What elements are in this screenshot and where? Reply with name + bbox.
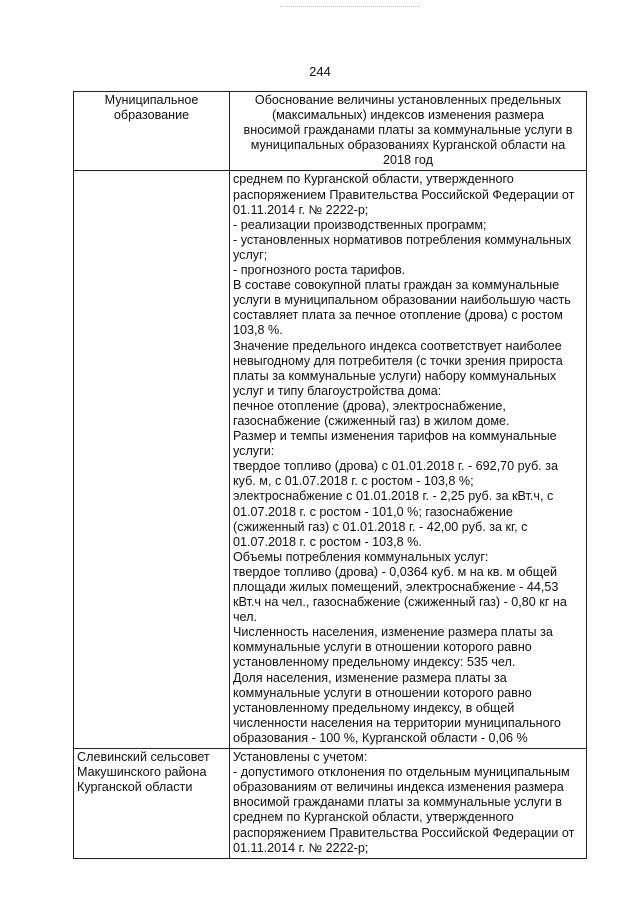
municipality-cell: Слевинский сельсовет Макушинского района Курганской области [74,749,230,859]
paragraph: Установлены с учетом: [233,750,368,765]
paragraph: - прогнозного роста тарифов. [233,263,406,278]
table-row [74,171,587,749]
paragraph: - установленных нормативов потребления коммунальных услуг; [233,232,572,262]
paragraph: твердое топливо (дрова) - 0,0364 куб. м на кв. м общей площади жилых помещений, электроснабжение - 44,53 кВт.ч на чел., газоснабжение (сжиженный газ) - 0,80 кг на чел. [233,564,567,625]
paragraph: - допустимого отклонения по отдельным муниципальным образованиям от величины индекса изменения размера вносимой гражданами платы за коммунальные услуги в среднем по Курганской области, утвержденного распоряжением Правительства Российской Федерации от 01.11.2014 г. № 2222-р; [233,765,575,855]
paragraph: Значение предельного индекса соответствует наиболее невыгодному для потребителя (с точки зрения прироста платы за коммунальные услуги) набору коммунальных услуг и типу благоустройства дома: [233,338,563,398]
table-header-row [74,92,587,171]
justification-cell [230,171,587,749]
paragraph: Объемы потребления коммунальных услуг: [233,549,489,564]
scan-artifact [280,6,420,9]
paragraph: электроснабжение с 01.01.2018 г. - 2,25 руб. за кВт.ч, с 01.07.2018 г. с ростом - 101,0 %; газоснабжение (сжиженный газ) с 01.01.2018 г. - 42,00 руб. за кг, с 01.07.2018 г. с ростом - 103,8 %. [233,489,554,549]
page-number: 244 [309,64,331,79]
paragraph: твердое топливо (дрова) с 01.01.2018 г. - 692,70 руб. за куб. м, с 01.07.2018 г. с ростом - 103,8 %; [233,459,558,489]
justification-table [73,91,587,859]
header-municipality: Муниципальное образование [74,92,230,171]
paragraph: В составе совокупной платы граждан за коммунальные услуги в муниципальном образовании наибольшую часть составляет плата за печное отопление (дрова) с ростом 103,8 %. [233,278,571,338]
justification-cell [230,749,587,859]
table-row [74,749,587,859]
paragraph: Размер и темпы изменения тарифов на коммунальные услуги: [233,429,557,459]
header-justification: Обоснование величины установленных предельных (максимальных) индексов изменения размера вносимой гражданами платы за коммунальные услуги в муниципальных образованиях Курганской области на 2018 год [230,92,587,171]
paragraph: среднем по Курганской области, утвержденного распоряжением Правительства Российской Федерации от 01.11.2014 г. № 2222-р; [233,172,575,217]
paragraph: печное отопление (дрова), электроснабжение, газоснабжение (сжиженный газ) в жилом доме. [233,398,510,428]
municipality-cell [74,171,230,749]
paragraph: Доля населения, изменение размера платы за коммунальные услуги в отношении которого равно установленному предельному индексу, в общей численности населения на территории муниципального образования - 100 %, Курганской области - 0,06 % [233,670,561,745]
paragraph: - реализации производственных программ; [233,217,487,232]
paragraph: Численность населения, изменение размера платы за коммунальные услуги в отношении которого равно установленному предельному индексу: 535 чел. [233,625,553,670]
